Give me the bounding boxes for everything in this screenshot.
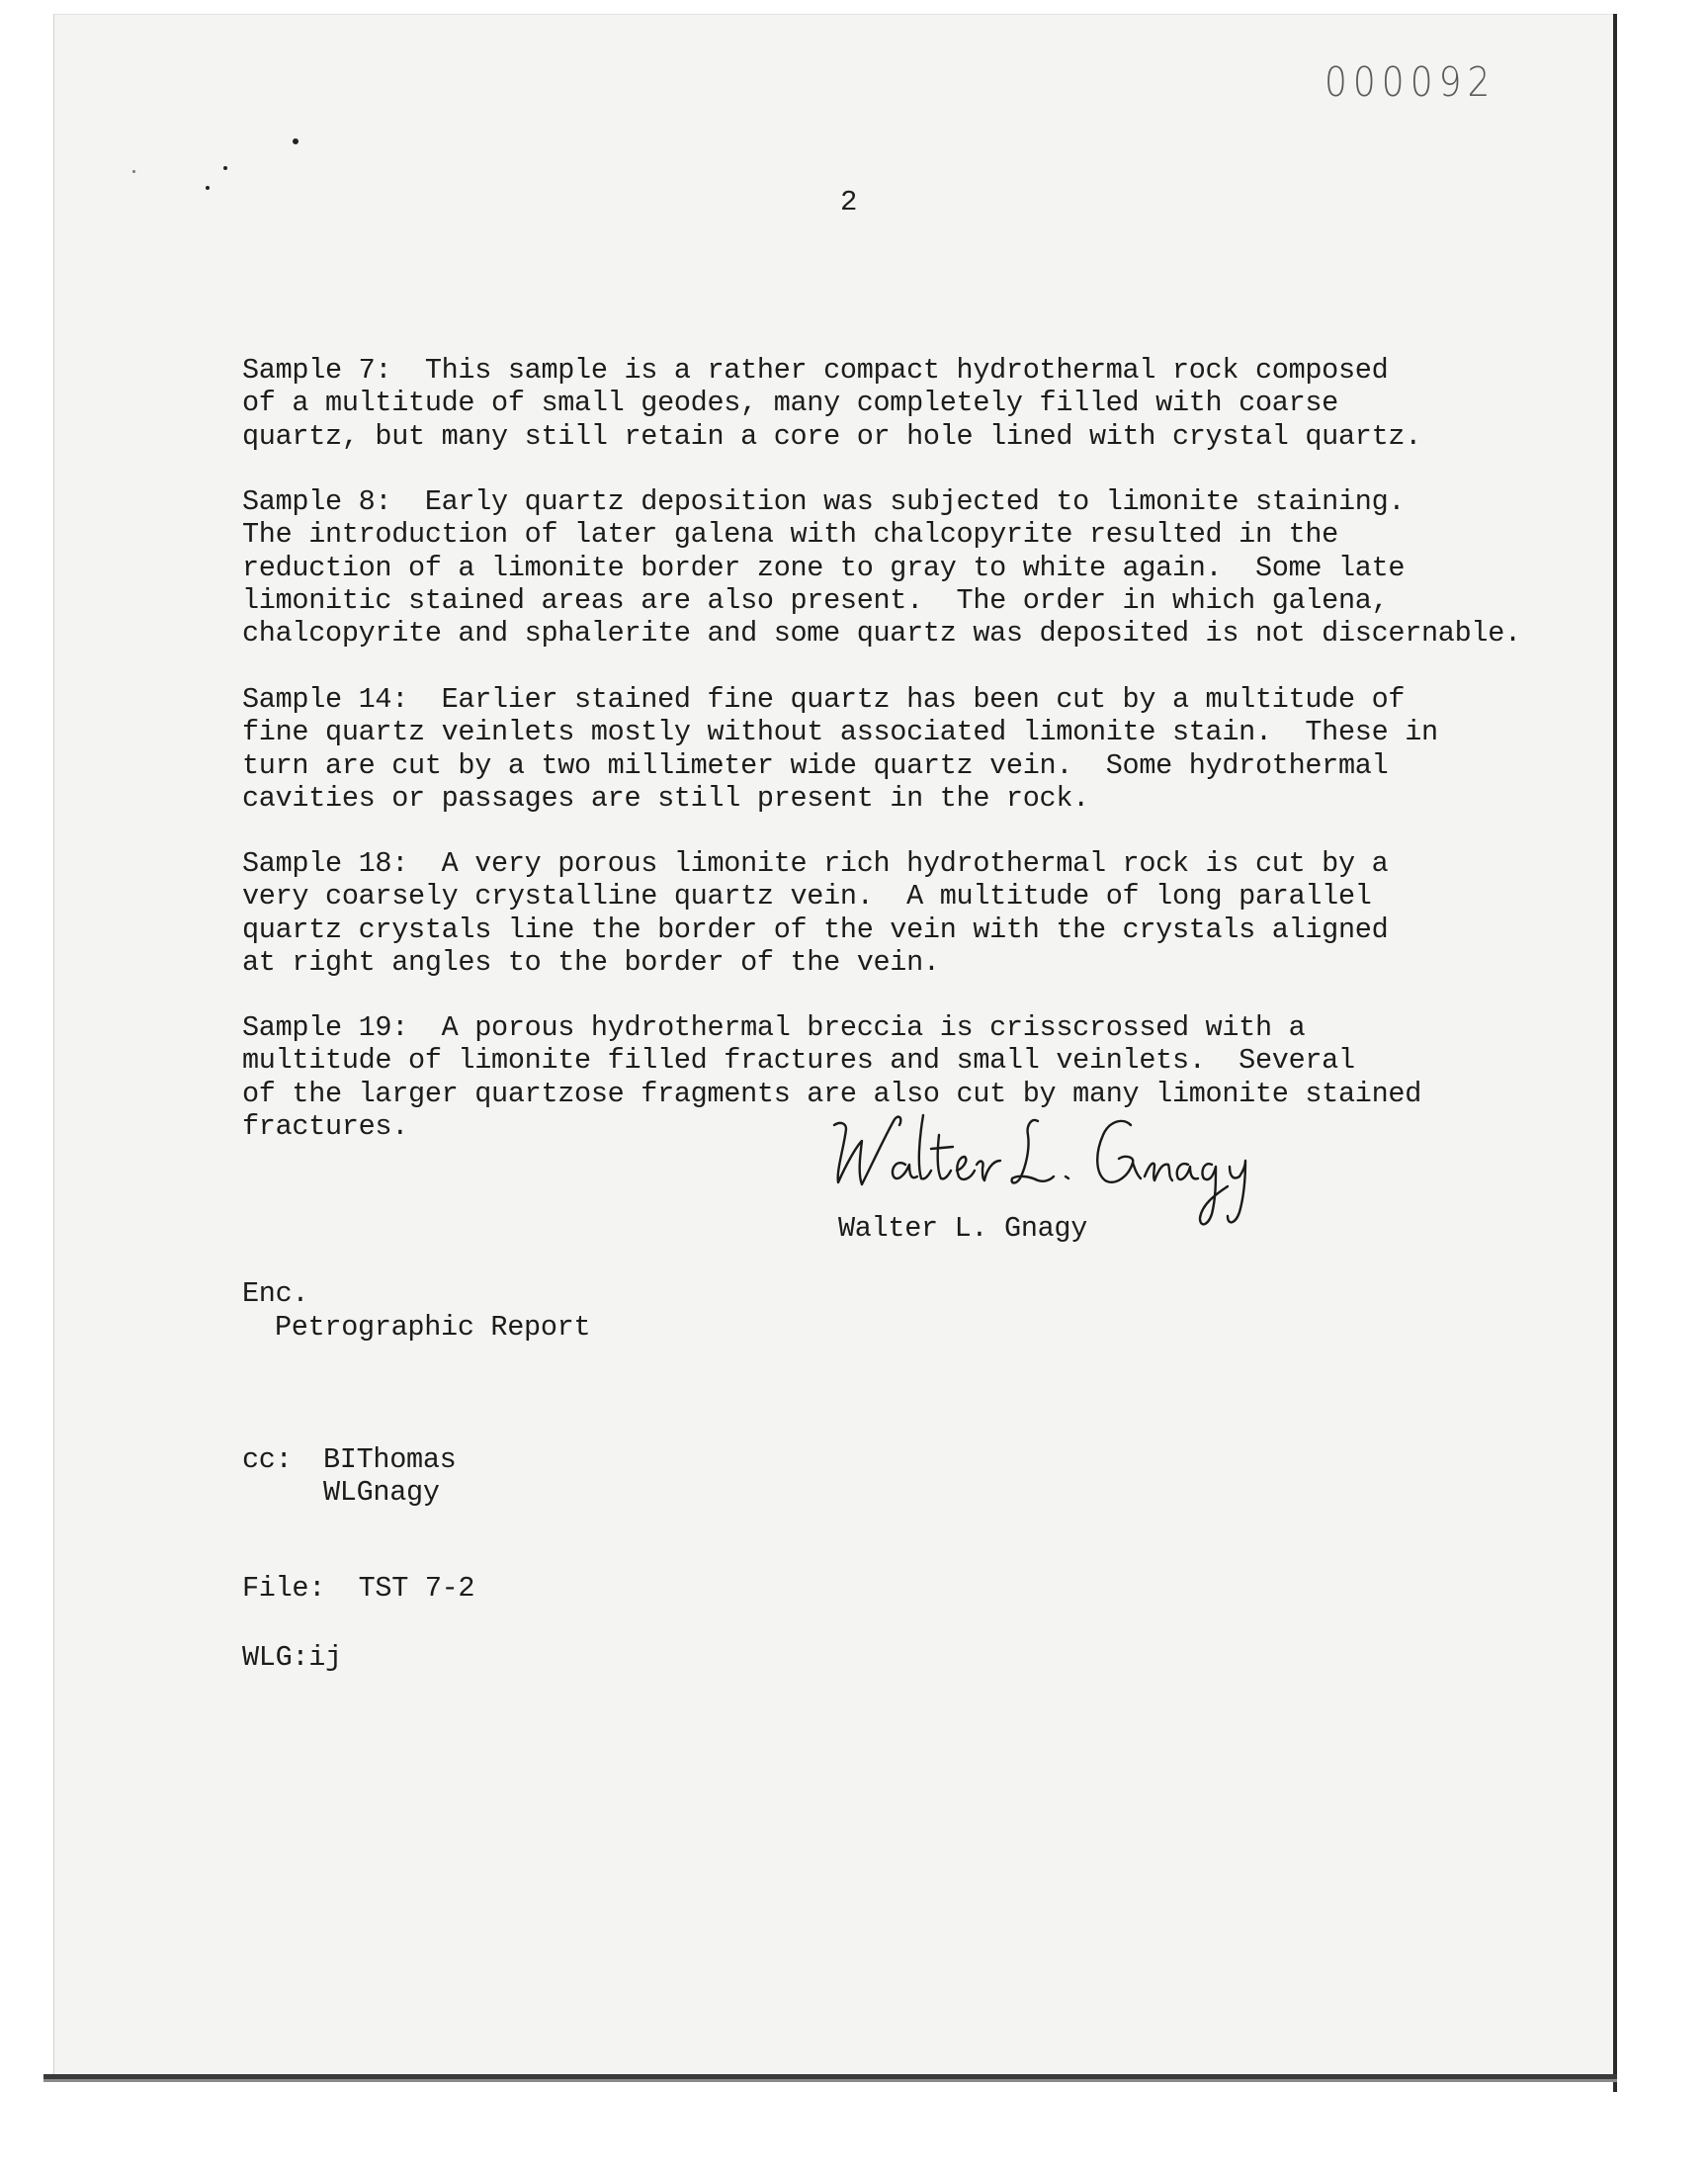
text-line: turn are cut by a two millimeter wide quartz vein. Some hydrothermal [242, 748, 1389, 782]
text-line: Sample 14: Earlier stained fine quartz has been cut by a multitude of [242, 682, 1406, 716]
scan-speck [132, 170, 135, 173]
cc-recipient: WLGnagy [323, 1476, 440, 1510]
cc-recipient: BIThomas [323, 1443, 457, 1476]
text-line: limonitic stained areas are also present. The order in which galena, [242, 584, 1389, 618]
text-line: Sample 18: A very porous limonite rich hydrothermal rock is cut by a [242, 846, 1389, 880]
sheet-bottom-shadow [43, 2079, 1617, 2082]
document-stamp-number: 000092 [1324, 59, 1496, 107]
scan-speck [223, 166, 227, 170]
text-line: quartz, but many still retain a core or hole lined with crystal quartz. [242, 419, 1421, 453]
enclosure-item: Petrographic Report [275, 1311, 591, 1344]
scan-speck [293, 138, 299, 144]
text-line: reduction of a limonite border zone to gray to white again. Some late [242, 551, 1406, 584]
text-line: of a multitude of small geodes, many completely filled with coarse [242, 387, 1338, 420]
text-line: fine quartz veinlets mostly without associated limonite stain. These in [242, 716, 1438, 749]
text-line: cavities or passages are still present in the rock. [242, 782, 1089, 816]
signer-name: Walter L. Gnagy [838, 1212, 1088, 1245]
text-line: quartz crystals line the border of the vein with the crystals aligned [242, 913, 1389, 946]
enclosure-label: Enc. [242, 1277, 309, 1310]
cc-label: cc: [242, 1443, 293, 1476]
text-line: The introduction of later galena with chalcopyrite resulted in the [242, 518, 1338, 552]
page-number: 2 [840, 186, 858, 218]
text-line: very coarsely crystalline quartz vein. A multitude of long parallel [242, 880, 1372, 914]
text-line: of the larger quartzose fragments are also cut by many limonite stained [242, 1077, 1421, 1110]
text-line: at right angles to the border of the vein. [242, 946, 940, 980]
sheet-right-edge [1613, 14, 1617, 2092]
text-line: chalcopyrite and sphalerite and some quartz was deposited is not discernable. [242, 617, 1521, 651]
text-line: multitude of limonite filled fractures and small veinlets. Several [242, 1044, 1355, 1078]
cc-recipient-list [323, 1443, 456, 1510]
text-line: Sample 8: Early quartz deposition was subjected to limonite staining. [242, 484, 1406, 518]
text-line: Sample 19: A porous hydrothermal breccia is crisscrossed with a [242, 1010, 1306, 1044]
typist-initials: WLG:ij [242, 1641, 342, 1674]
file-reference: File: TST 7-2 [242, 1572, 475, 1605]
text-line: Sample 7: This sample is a rather compact hydrothermal rock composed [242, 353, 1389, 387]
text-line: fractures. [242, 1110, 409, 1144]
scan-speck [206, 186, 210, 190]
